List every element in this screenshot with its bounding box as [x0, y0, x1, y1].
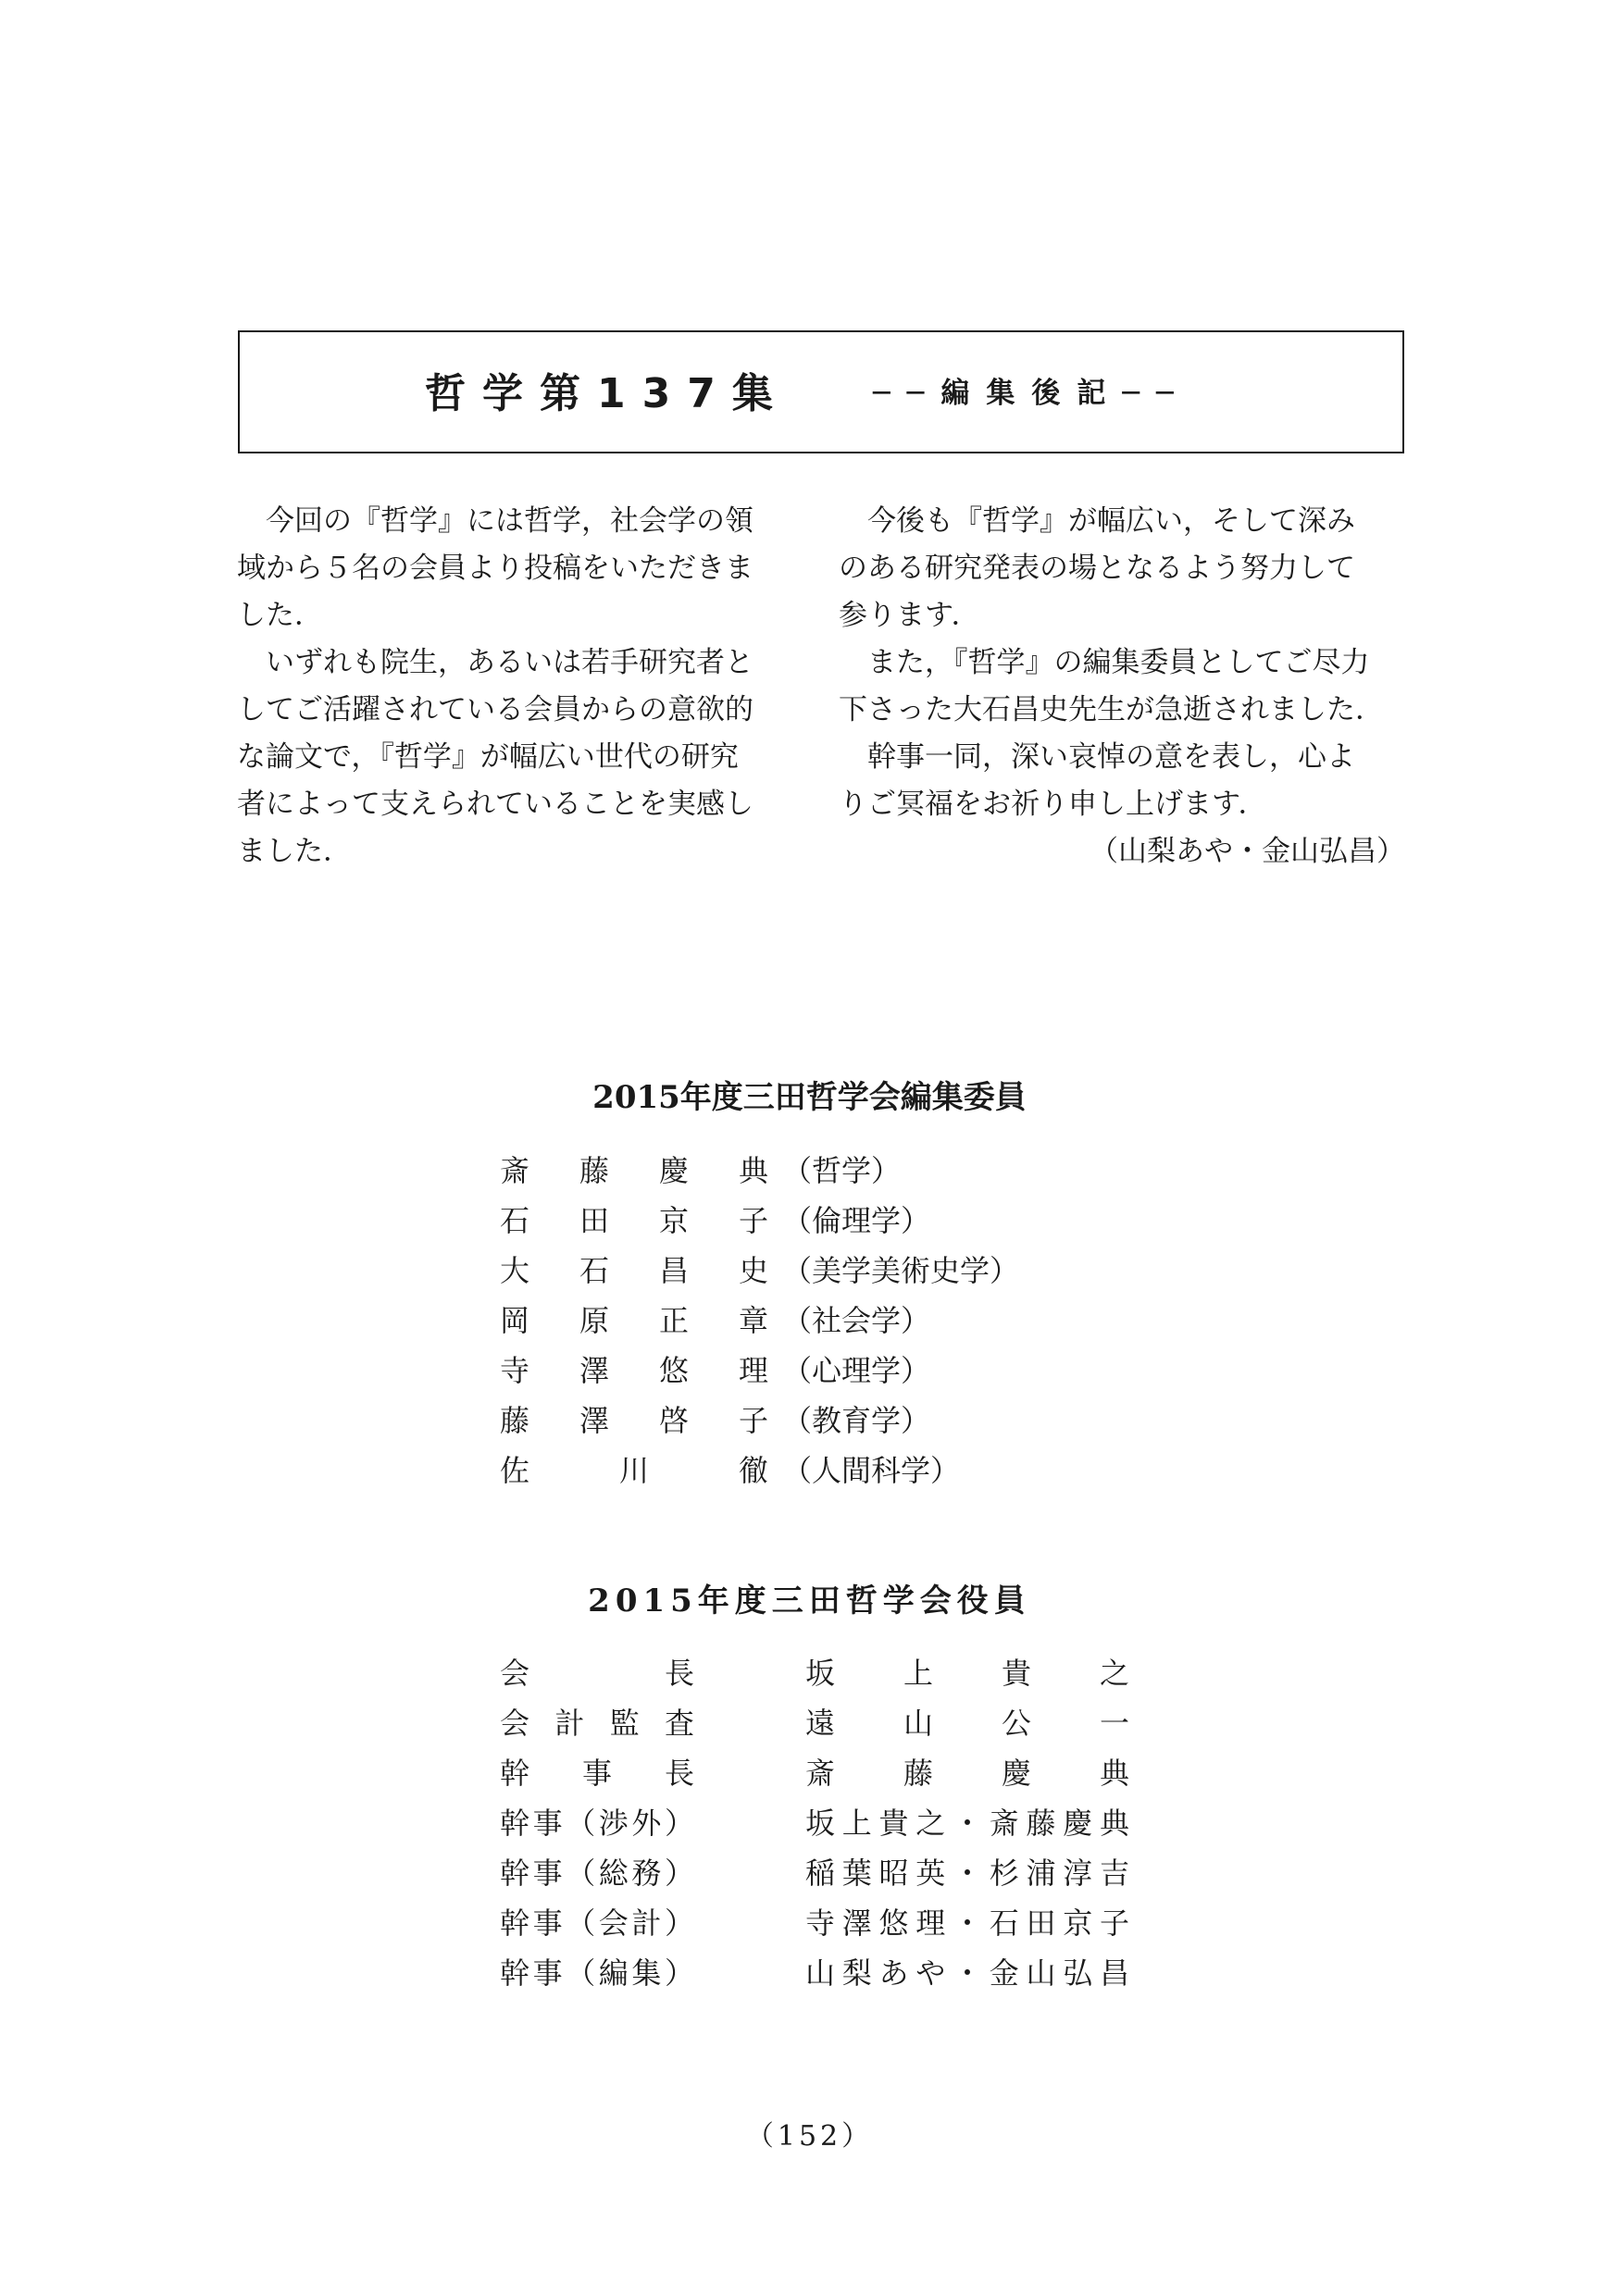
member-name: 斎藤慶典 — [500, 1153, 768, 1188]
member-name: 大石昌史 — [500, 1253, 768, 1288]
officers-heading: 2015年度三田哲学会役員 — [588, 1582, 1031, 1620]
committee-heading: 2015年度三田哲学会編集委員 — [592, 1079, 1027, 1116]
officer-role: 幹事（編集） — [500, 1955, 694, 1991]
member-name: 岡原正章 — [500, 1303, 768, 1338]
member-field: （倫理学） — [782, 1203, 931, 1238]
officer-holder: 斎藤慶典 — [805, 1756, 1129, 1791]
member-name: 佐川徹 — [500, 1453, 768, 1488]
paragraph-line: ました． — [237, 835, 352, 868]
officer-role: 幹事（渉外） — [500, 1806, 694, 1841]
editorial-right-column — [839, 498, 1413, 875]
paragraph-line: のある研究発表の場となるよう努力して — [839, 552, 1355, 585]
officer-holder: 山梨あや・金山弘昌 — [805, 1955, 1129, 1991]
paragraph-line: な論文で，『哲学』が幅広い世代の研究 — [237, 740, 739, 774]
paragraph-line: 域から５名の会員より投稿をいただきま — [237, 552, 753, 585]
paragraph-line: した． — [237, 599, 323, 632]
editorial-left-column — [237, 498, 811, 875]
officer-role: 会長 — [500, 1656, 694, 1691]
member-name: 藤澤啓子 — [500, 1403, 768, 1438]
paragraph-line: いずれも院生，あるいは若手研究者と — [237, 646, 753, 679]
paragraph-line: 幹事一同，深い哀悼の意を表し，心よ — [839, 740, 1355, 774]
paragraph-line: また，『哲学』の編集委員としてご尽力 — [839, 646, 1370, 679]
title-box — [238, 330, 1404, 453]
officer-holder: 遠山公一 — [805, 1706, 1129, 1741]
member-field: （教育学） — [782, 1403, 931, 1438]
member-name: 寺澤悠理 — [500, 1353, 768, 1388]
editorial-signature: （山梨あや・金山弘昌） — [1090, 835, 1405, 868]
member-field: （心理学） — [782, 1353, 931, 1388]
editorial-postscript-heading: ──編集後記── — [873, 377, 1190, 410]
paragraph-line: してご活躍されている会員からの意欲的 — [237, 693, 753, 726]
officer-role: 幹事（総務） — [500, 1855, 694, 1891]
officer-holder: 坂上貴之 — [805, 1656, 1129, 1691]
officer-role: 幹事（会計） — [500, 1905, 694, 1941]
officer-holder: 稲葉昭英・杉浦淳吉 — [805, 1855, 1129, 1891]
officer-holder: 坂上貴之・斎藤慶典 — [805, 1806, 1129, 1841]
officer-role: 会計監査 — [500, 1706, 694, 1741]
paragraph-line: りご冥福をお祈り申し上げます． — [839, 788, 1267, 821]
member-field: （美学美術史学） — [782, 1253, 1020, 1288]
paragraph-line: 参ります． — [839, 599, 980, 632]
member-name: 石田京子 — [500, 1203, 768, 1238]
paragraph-line: 者によって支えられていることを実感し — [237, 788, 753, 821]
member-field: （社会学） — [782, 1303, 931, 1338]
paragraph-line: 今後も『哲学』が幅広い，そして深み — [839, 504, 1355, 538]
member-field: （哲学） — [782, 1153, 902, 1188]
officer-role: 幹事長 — [500, 1756, 694, 1791]
journal-title: 哲学第137集 — [425, 370, 790, 417]
officer-holder: 寺澤悠理・石田京子 — [805, 1905, 1129, 1941]
paragraph-line: 今回の『哲学』には哲学，社会学の領 — [237, 504, 753, 538]
member-field: （人間科学） — [782, 1453, 961, 1488]
page-number: （152） — [745, 2120, 874, 2153]
paragraph-line: 下さった大石昌史先生が急逝されました． — [839, 693, 1384, 726]
